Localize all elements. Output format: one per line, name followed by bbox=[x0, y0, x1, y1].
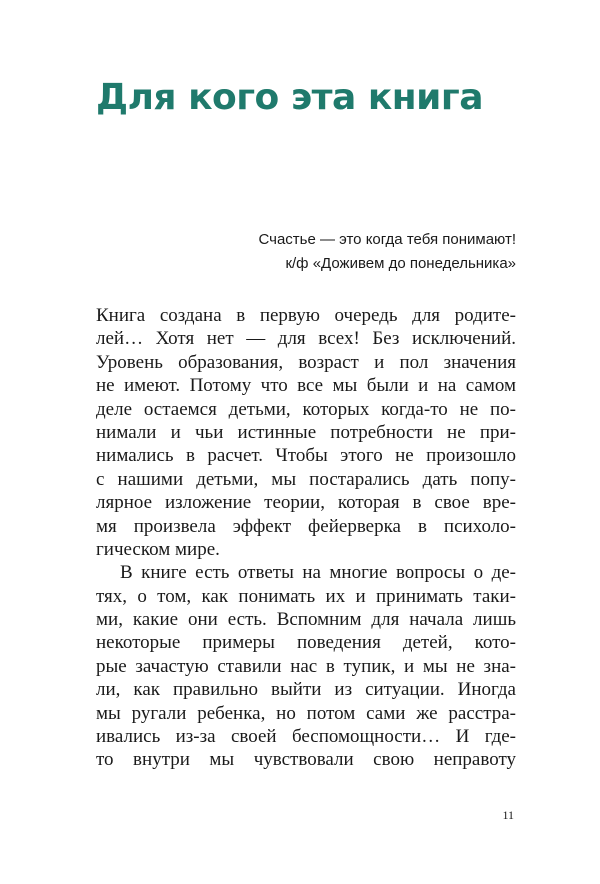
text-line: с нашими детьми, мы постарались дать попу- bbox=[96, 468, 516, 490]
paragraph-2 bbox=[96, 561, 516, 772]
text-line: то внутри мы чувствовали свою неправоту bbox=[96, 749, 516, 771]
chapter-title: Для кого эта книга bbox=[96, 77, 483, 118]
paragraph-1 bbox=[96, 304, 516, 561]
page-number: 11 bbox=[502, 808, 514, 822]
text-line: мы ругали ребенка, но потом сами же расстра- bbox=[96, 702, 516, 724]
text-line: деле остаемся детьми, которых когда-то не по- bbox=[96, 398, 516, 420]
epigraph-quote: Счастье — это когда тебя понимают! bbox=[258, 231, 516, 248]
text-line: мя произвела эффект фейерверка в психоло- bbox=[96, 515, 516, 537]
text-line: рые зачастую ставили нас в тупик, и мы не зна- bbox=[96, 655, 516, 677]
text-line: гическом мире. bbox=[96, 538, 220, 560]
text-line: Книга создана в первую очередь для родите- bbox=[96, 305, 516, 326]
text-line: В книге есть ответы на многие вопросы о де- bbox=[120, 562, 516, 584]
text-line: ми, какие они есть. Вспомним для начала лишь bbox=[96, 609, 516, 631]
epigraph bbox=[258, 228, 516, 276]
text-line: ли, как правильно выйти из ситуации. Иногда bbox=[96, 679, 516, 701]
body-text bbox=[96, 304, 516, 772]
text-line: не имеют. Потому что все мы были и на самом bbox=[96, 375, 516, 397]
text-line: нимали и чьи истинные потребности не при- bbox=[96, 421, 516, 443]
text-line: нимались в расчет. Чтобы этого не произошло bbox=[96, 445, 516, 467]
text-line: лей… Хотя нет — для всех! Без исключений. bbox=[96, 328, 516, 350]
text-line: тях, о том, как понимать их и принимать таки- bbox=[96, 585, 516, 607]
text-line: Уровень образования, возраст и пол значения bbox=[96, 351, 516, 373]
text-line: ивались из-за своей беспомощности… И где- bbox=[96, 726, 516, 748]
text-line: лярное изложение теории, которая в свое вре- bbox=[96, 492, 516, 514]
text-line: некоторые примеры поведения детей, кото- bbox=[96, 632, 516, 654]
epigraph-source: к/ф «Доживем до понедельника» bbox=[285, 255, 516, 272]
